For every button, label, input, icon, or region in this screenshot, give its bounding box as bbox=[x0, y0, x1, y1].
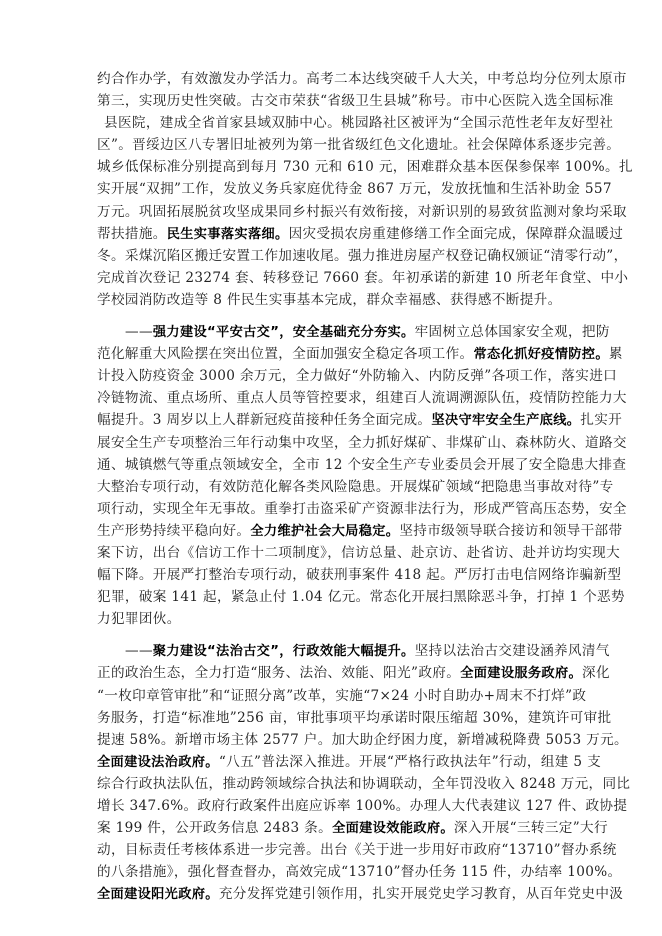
text-run: 正的政治生态，全力打造“服务、法治、效能、阳光”政府。 bbox=[97, 665, 461, 682]
text-line bbox=[97, 520, 623, 542]
text-line bbox=[97, 343, 623, 365]
text-line bbox=[97, 223, 624, 245]
paragraph-gap bbox=[97, 311, 559, 321]
text-run: 扎实开 bbox=[580, 412, 623, 429]
text-line: 第三，实现历史性突破。古交市荣获“省级卫生县城”称号。市中心医院入选全国标准 bbox=[97, 93, 614, 110]
bold-heading-safe-gujiao: 强力建设“平安古交”，安全基础充分夯实。 bbox=[152, 325, 415, 341]
text-line: 增长 347.6%。政府行政案件出庭应诉率 100%。办理人大代表建议 127 件、政协提 bbox=[97, 798, 628, 814]
text-run: 幅提升。3 周岁以上人群新冠疫苗接种任务全面完成。 bbox=[97, 412, 432, 429]
text-line: “一枚印章管审批”和“证照分离”改革，实施“7×24 小时自助办+周末不打烊”政 bbox=[97, 687, 587, 704]
text-line: 幅下降。开展严打整治专项行动，破获刑事案件 418 起。严厉打击电信网络诈骗新型 bbox=[97, 567, 622, 584]
text-run: 坚持市级领导联合接访和领导干部带 bbox=[399, 522, 623, 539]
paragraph-gap bbox=[97, 630, 559, 640]
text-line: 实开展“双拥”工作，发放义务兵家庭优待金 867 万元，发放抚恤和生活补助金 557 bbox=[97, 181, 612, 198]
text-line bbox=[97, 662, 610, 684]
text-run: 深入开展“三转三定”大行 bbox=[453, 820, 608, 837]
text-line: 万元。巩固拓展脱贫攻坚成果同乡村振兴有效衔接，对新识别的易致贫监测对象均采取 bbox=[97, 203, 627, 220]
text-line bbox=[97, 409, 623, 431]
text-line: 大整治专项行动，有效防范化解各类风险隐患。开展煤矿领域“把隐患当事故对待”专 bbox=[97, 478, 614, 495]
text-run: 坚持以法治古交建设涵养风清气 bbox=[414, 643, 610, 660]
text-run: 累 bbox=[608, 346, 623, 363]
bold-heading-efficiency-government: 全面建设效能政府。 bbox=[332, 821, 454, 837]
bold-heading-social-stability: 全力维护社会大局稳定。 bbox=[250, 523, 400, 539]
text-line: 的八条措施》，强化督查督办，高效完成“13710”督办任务 115 件，办结率 100%。 bbox=[97, 864, 622, 881]
text-line: 通、城镇燃气等重点领域安全，全市 12 个安全生产专业委员会开展了安全隐患大排查 bbox=[97, 456, 627, 473]
text-run: —— bbox=[125, 324, 153, 341]
text-run: 深化 bbox=[582, 665, 610, 682]
text-line: 犯罪，破案 141 起，紧急止付 1.04 亿元。常态化开展扫黑除恶斗争，打掉 1 个恶势 bbox=[97, 589, 625, 606]
text-line bbox=[97, 640, 610, 662]
text-line: 案下访，出台《信访工作十二项制度》，信访总量、赴京访、赴省访、赴并访均实现大 bbox=[97, 544, 621, 561]
paragraph-safe-gujiao bbox=[97, 321, 627, 630]
text-line bbox=[97, 817, 608, 839]
bold-heading-sunshine-government: 全面建设阳光政府。 bbox=[97, 887, 219, 903]
text-line: 综合行政执法队伍，推动跨领域综合执法和协调联动，全年罚没收入 8248 万元，同比 bbox=[97, 775, 631, 792]
text-run: 牢固树立总体国家安全观，把防 bbox=[414, 324, 610, 341]
text-line: 计投入防疫资金 3000 余万元，全力做好“外防输入、内防反弹”各项工作，落实进口 bbox=[97, 368, 618, 385]
paragraph-livelihood bbox=[97, 68, 633, 311]
text-run: 范化解重大风险摆在突出位置，全面加强安全稳定各项工作。 bbox=[97, 346, 474, 363]
text-run: 案 199 件，公开政务信息 2483 条。 bbox=[97, 820, 333, 837]
text-run: 因灾受损农房重建修缮工作全面完成，保障群众温暖过 bbox=[288, 225, 624, 242]
text-line: 力犯罪团伙。 bbox=[97, 611, 181, 628]
bold-heading-production-safety: 坚决守牢安全生产底线。 bbox=[431, 413, 581, 429]
text-line: 冬。采煤沉陷区搬迁安置工作加速收尾。强力推进房屋产权登记确权颁证“清零行动”， bbox=[97, 247, 628, 264]
text-run: 充分发挥党建引领作用，扎实开展党史学习教育，从百年党史中汲 bbox=[218, 886, 624, 903]
text-line: 项行动，实现全年无事故。重拳打击盗采矿产资源非法行为，形成严管高压态势，安全 bbox=[97, 500, 627, 517]
text-line bbox=[97, 751, 602, 773]
paragraph-rule-of-law-gujiao bbox=[97, 640, 631, 905]
text-line: 完成首次登记 23274 套、转移登记 7660 套。年初承诺的新建 10 所老年食堂、中小 bbox=[97, 269, 629, 286]
bold-heading-law-government: 全面建设法治政府。 bbox=[97, 754, 219, 770]
text-line: 展安全生产专项整治三年行动集中攻坚，全力抓好煤矿、非煤矿山、森林防火、道路交 bbox=[97, 434, 627, 451]
text-line: 动，目标责任考核体系进一步完善。出台《关于进一步用好市政府“13710”督办系统 bbox=[97, 842, 617, 859]
text-line bbox=[97, 883, 624, 905]
text-line: 区”。晋绥边区八专署旧址被列为第一批省级红色文化遗址。社会保障体系逐步完善。 bbox=[97, 137, 621, 154]
text-line: 提速 58%。新增市场主体 2577 户。加大助企纾困力度，新增减税降费 5053 万元。 bbox=[97, 731, 628, 748]
text-run: —— bbox=[125, 643, 153, 660]
text-line: 约合作办学，有效激发办学活力。高考二本达线突破千人大关，中考总均分位列太原市 bbox=[97, 71, 627, 87]
text-line: 城乡低保标准分别提高到每月 730 元和 610 元，困难群众基本医保参保率 100%。扎 bbox=[97, 159, 633, 176]
document-page bbox=[97, 68, 633, 905]
bold-heading-epidemic-control: 常态化抓好疫情防控。 bbox=[473, 347, 609, 363]
text-line: 学校园消防改造等 8 件民生实事基本完成，群众幸福感、获得感不断提升。 bbox=[97, 291, 562, 308]
text-line bbox=[97, 321, 610, 343]
text-run: 帮扶措施。 bbox=[97, 225, 167, 242]
bold-heading-service-government: 全面建设服务政府。 bbox=[460, 666, 583, 682]
text-run: “八五”普法深入推进。开展“严格行政执法年”行动，组建 5 支 bbox=[218, 753, 602, 770]
bold-heading-rule-of-law-gujiao: 聚力建设“法治古交”，行政效能大幅提升。 bbox=[152, 644, 415, 660]
text-line: 务服务，打造“标准地”256 亩，审批事项平均承诺时限压缩超 30%，建筑许可审批 bbox=[97, 709, 612, 726]
text-line: 县医院，建成全省首家县域双肺中心。桃园路社区被评为“全国示范性老年友好型社 bbox=[104, 115, 614, 132]
text-run: 生产形势持续平稳向好。 bbox=[97, 522, 251, 539]
text-line: 冷链物流、重点场所、重点人员等管控要求，组建百人流调溯源队伍，疫情防控能力大 bbox=[97, 390, 627, 407]
bold-heading-livelihood-projects: 民生实事落实落细。 bbox=[166, 226, 289, 242]
